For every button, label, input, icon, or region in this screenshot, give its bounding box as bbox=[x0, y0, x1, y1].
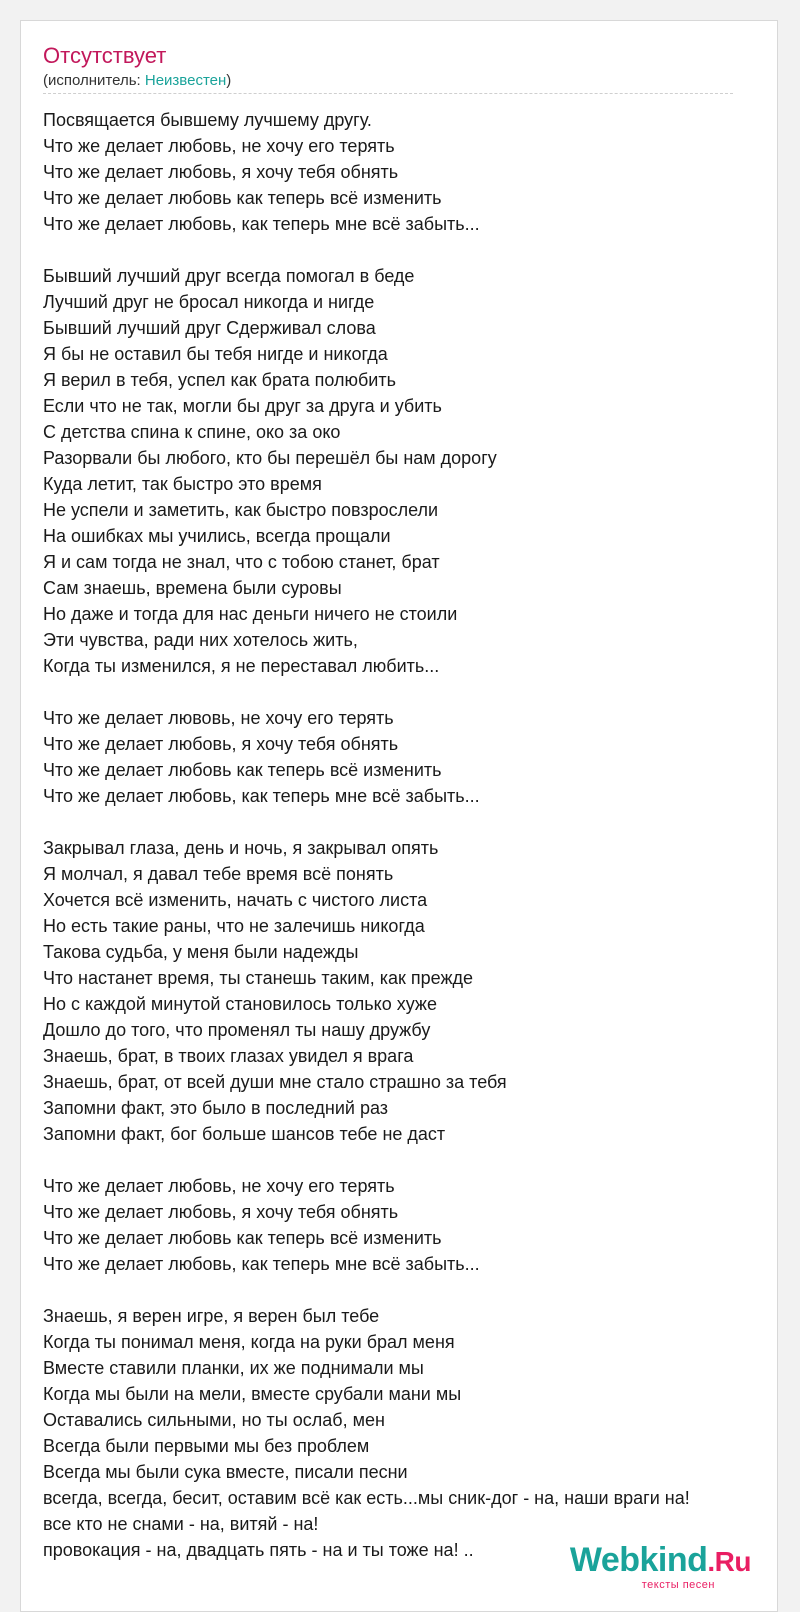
lyrics-line: Что же делает любовь, как теперь мне всё забыть... bbox=[43, 1254, 480, 1274]
lyrics-line: Но есть такие раны, что не залечишь никогда bbox=[43, 916, 425, 936]
lyrics-line: Знаешь, брат, в твоих глазах увидел я врага bbox=[43, 1046, 414, 1066]
lyrics-line: Я бы не оставил бы тебя нигде и никогда bbox=[43, 344, 388, 364]
lyrics-line: провокация - на, двадцать пять - на и ты тоже на! .. bbox=[43, 1540, 474, 1560]
lyrics-line: Знаешь, брат, от всей души мне стало страшно за тебя bbox=[43, 1072, 507, 1092]
lyrics-line: Такова судьба, у меня были надежды bbox=[43, 942, 359, 962]
artist-prefix: (исполнитель: bbox=[43, 72, 145, 89]
lyrics-line: Всегда мы были сука вместе, писали песни bbox=[43, 1462, 408, 1482]
artist-suffix: ) bbox=[226, 72, 232, 89]
lyrics-card bbox=[20, 20, 778, 1612]
webkind-logo[interactable] bbox=[570, 1543, 751, 1591]
lyrics-line: Что же делает любовь, как теперь мне всё забыть... bbox=[43, 786, 480, 806]
artist-link[interactable]: Неизвестен bbox=[144, 72, 227, 89]
lyrics-line: Запомни факт, это было в последний раз bbox=[43, 1098, 389, 1118]
lyrics-line: Куда летит, так быстро это время bbox=[43, 474, 322, 494]
lyrics-line: Лучший друг не бросал никогда и нигде bbox=[43, 292, 375, 312]
divider bbox=[43, 93, 733, 94]
lyrics-stanza bbox=[43, 107, 690, 237]
lyrics-line: Что же делает любовь, не хочу его терять bbox=[43, 136, 395, 156]
lyrics-line: Эти чувства, ради них хотелось жить, bbox=[43, 630, 358, 650]
lyrics-line: На ошибках мы учились, всегда прощали bbox=[43, 526, 391, 546]
lyrics-line: Что настанет время, ты станешь таким, как прежде bbox=[43, 968, 474, 988]
logo-wordmark bbox=[570, 1543, 751, 1579]
lyrics-stanza bbox=[43, 705, 690, 809]
lyrics-line: Бывший лучший друг всегда помогал в беде bbox=[43, 266, 415, 286]
lyrics-line: С детства спина к спине, око за око bbox=[43, 422, 341, 442]
lyrics-line: Когда ты понимал меня, когда на руки брал меня bbox=[43, 1332, 455, 1352]
artist-line bbox=[43, 71, 231, 91]
lyrics-line: Что же делает любовь, я хочу тебя обнять bbox=[43, 1202, 399, 1222]
lyrics-line: Что же делает любовь как теперь всё изменить bbox=[43, 760, 442, 780]
logo-ru-text: .Ru bbox=[707, 1546, 751, 1577]
lyrics-line: Что же делает любовь как теперь всё изменить bbox=[43, 188, 442, 208]
lyrics-line: Бывший лучший друг Сдерживал слова bbox=[43, 318, 376, 338]
lyrics-line: Если что не так, могли бы друг за друга и убить bbox=[43, 396, 442, 416]
lyrics-line: Но с каждой минутой становилось только хуже bbox=[43, 994, 437, 1014]
lyrics-line: Что же делает лювовь, не хочу его терять bbox=[43, 708, 394, 728]
song-title: Отсутствует bbox=[43, 43, 167, 68]
lyrics-line: Дошло до того, что променял ты нашу дружбу bbox=[43, 1020, 431, 1040]
lyrics-body bbox=[43, 107, 690, 1563]
lyrics-line: Запомни факт, бог больше шансов тебе не даст bbox=[43, 1124, 446, 1144]
lyrics-line: Я и сам тогда не знал, что с тобою станет, брат bbox=[43, 552, 440, 572]
lyrics-line: Что же делает любовь, я хочу тебя обнять bbox=[43, 734, 399, 754]
lyrics-line: Не успели и заметить, как быстро повзрослели bbox=[43, 500, 439, 520]
lyrics-line: Сам знаешь, времена были суровы bbox=[43, 578, 342, 598]
lyrics-line: Знаешь, я верен игре, я верен был тебе bbox=[43, 1306, 380, 1326]
lyrics-line: Что же делает любовь, как теперь мне всё забыть... bbox=[43, 214, 480, 234]
lyrics-line: Что же делает любовь как теперь всё изменить bbox=[43, 1228, 442, 1248]
lyrics-line: Что же делает любовь, я хочу тебя обнять bbox=[43, 162, 399, 182]
lyrics-line: Что же делает любовь, не хочу его терять bbox=[43, 1176, 395, 1196]
lyrics-stanza bbox=[43, 1173, 690, 1277]
logo-main-text: Webkind bbox=[569, 1541, 708, 1579]
lyrics-line: Хочется всё изменить, начать с чистого листа bbox=[43, 890, 428, 910]
lyrics-line: Закрывал глаза, день и ночь, я закрывал опять bbox=[43, 838, 439, 858]
lyrics-line: Посвящается бывшему лучшему другу. bbox=[43, 110, 372, 130]
lyrics-stanza bbox=[43, 263, 690, 679]
lyrics-line: Оставались сильными, но ты ослаб, мен bbox=[43, 1410, 385, 1430]
lyrics-stanza bbox=[43, 1303, 690, 1563]
lyrics-line: Вместе ставили планки, их же поднимали мы bbox=[43, 1358, 424, 1378]
lyrics-line: Я молчал, я давал тебе время всё понять bbox=[43, 864, 394, 884]
lyrics-line: Когда мы были на мели, вместе срубали мани мы bbox=[43, 1384, 462, 1404]
lyrics-line: всегда, всегда, бесит, оставим всё как есть...мы сник-дог - на, наши враги на! bbox=[43, 1488, 690, 1508]
lyrics-line: Всегда были первыми мы без проблем bbox=[43, 1436, 370, 1456]
lyrics-stanza bbox=[43, 835, 690, 1147]
lyrics-line: Разорвали бы любого, кто бы перешёл бы нам дорогу bbox=[43, 448, 497, 468]
lyrics-line: Но даже и тогда для нас деньги ничего не стоили bbox=[43, 604, 458, 624]
logo-tagline: тексты песен bbox=[641, 1579, 715, 1591]
lyrics-line: Я верил в тебя, успел как брата полюбить bbox=[43, 370, 396, 390]
lyrics-line: все кто не снами - на, витяй - на! bbox=[43, 1514, 319, 1534]
lyrics-line: Когда ты изменился, я не переставал любить... bbox=[43, 656, 440, 676]
